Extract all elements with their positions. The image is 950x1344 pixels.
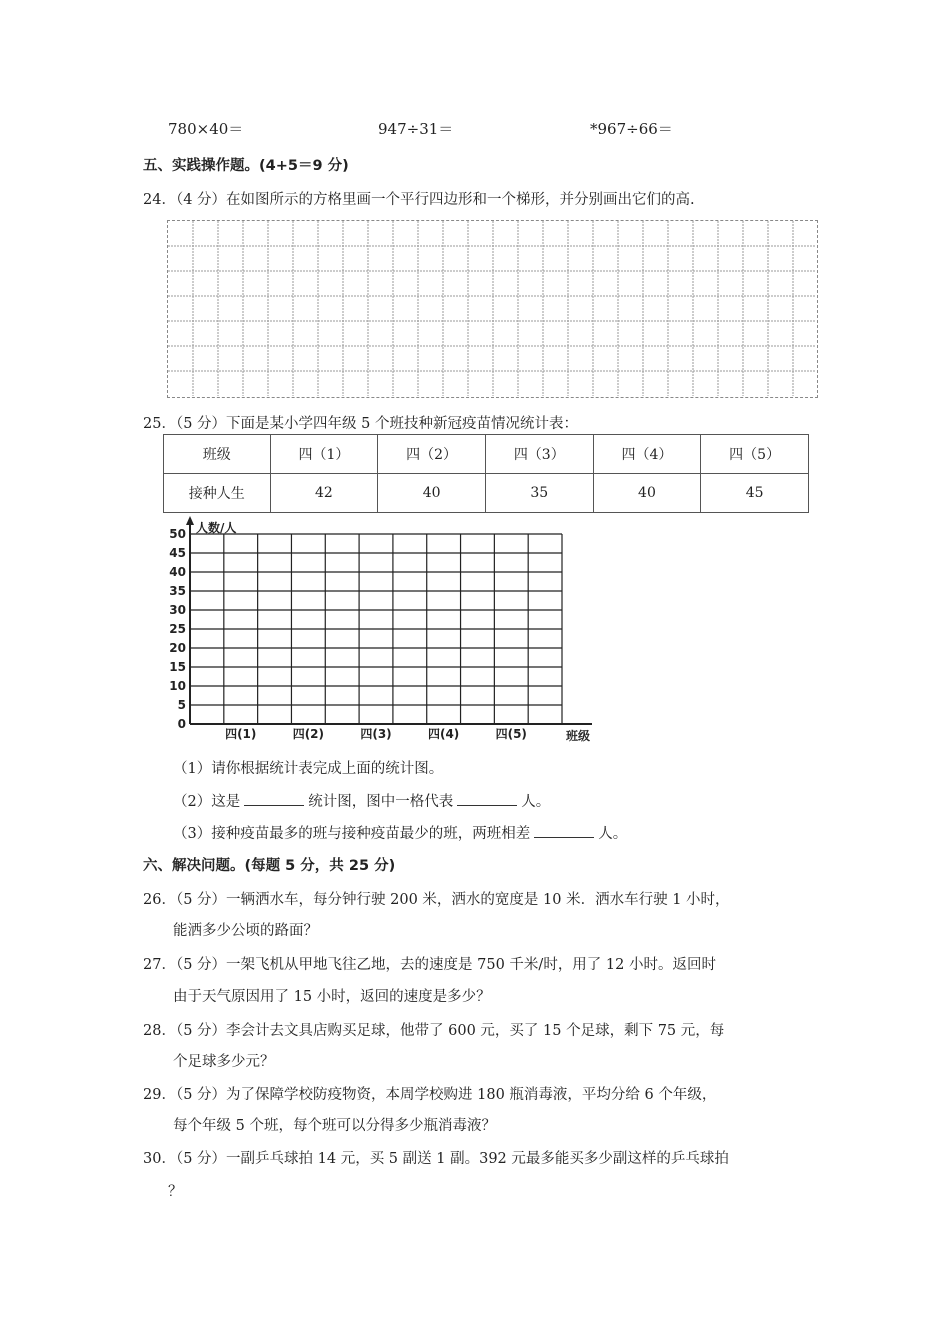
question-30-cont: ？ xyxy=(168,1184,183,1200)
table-cell: 班级 xyxy=(164,435,271,474)
section6-title: 六、解决问题。(每题 5 分，共 25 分) xyxy=(143,858,396,874)
question-26: 26．（5 分）一辆洒水车，每分钟行驶 200 米，洒水的宽度是 10 米．洒水车行驶 1 小时， xyxy=(143,892,730,908)
y-axis-arrow-icon xyxy=(186,516,194,525)
calc-item: 947÷31＝ xyxy=(378,120,454,138)
calc-item: 780×40＝ xyxy=(168,120,244,138)
sub-question-2-text: 统计图，图中一格代表 xyxy=(308,794,454,810)
grid-lines xyxy=(168,221,816,396)
answer-blank[interactable] xyxy=(457,791,517,806)
question-29-cont: 每个年级 5 个班，每个班可以分得多少瓶消毒液？ xyxy=(173,1118,496,1134)
x-tick-label: 四(2) xyxy=(292,727,325,741)
section5-title: 五、实践操作题。(4+5＝9 分) xyxy=(143,158,349,174)
answer-blank[interactable] xyxy=(534,823,594,838)
question-28: 28．（5 分）李会计去文具店购买足球，他带了 600 元，买了 15 个足球，剩下 75 元，每 xyxy=(143,1023,725,1039)
y-tick-label: 50 xyxy=(169,527,186,541)
y-axis-label: 人数/人 xyxy=(196,521,237,535)
y-tick-label: 20 xyxy=(169,641,186,655)
table-header-row xyxy=(164,435,809,474)
y-tick-label: 30 xyxy=(169,603,186,617)
drawing-grid[interactable] xyxy=(167,220,818,398)
table-cell: 四（5） xyxy=(701,435,809,474)
sub-question-1: （1）请你根据统计表完成上面的统计图。 xyxy=(173,761,444,777)
y-tick-label: 10 xyxy=(169,679,186,693)
table-cell: 45 xyxy=(701,474,809,513)
table-cell: 40 xyxy=(378,474,486,513)
y-tick-label: 15 xyxy=(169,660,186,674)
sub-question-3 xyxy=(173,822,627,843)
question-28-cont: 个足球多少元？ xyxy=(173,1054,275,1070)
question-29: 29．（5 分）为了保障学校防疫物资，本周学校购进 180 瓶消毒液，平均分给 6 个年级， xyxy=(143,1087,717,1103)
table-cell: 接种人生 xyxy=(164,474,271,513)
question-26-cont: 能洒多少公顷的路面？ xyxy=(173,923,318,939)
x-tick-label: 四(5) xyxy=(495,727,527,741)
sub-question-2-text: （2）这是 xyxy=(173,794,241,810)
x-tick-labels xyxy=(225,727,527,741)
x-axis-label: 班级 xyxy=(566,729,591,743)
sub-question-3-text: 人。 xyxy=(598,826,628,842)
table-cell: 40 xyxy=(593,474,701,513)
table-cell: 35 xyxy=(485,474,593,513)
y-tick-label: 45 xyxy=(169,546,186,560)
sub-question-2 xyxy=(173,790,550,811)
x-tick-label: 四(1) xyxy=(225,727,257,741)
table-cell: 四（1） xyxy=(270,435,378,474)
table-cell: 四（3） xyxy=(485,435,593,474)
bar-chart[interactable] xyxy=(160,516,600,744)
y-tick-label: 0 xyxy=(177,717,186,731)
question-24: 24．（4 分）在如图所示的方格里画一个平行四边形和一个梯形，并分别画出它们的高. xyxy=(143,192,695,208)
chart-grid xyxy=(190,534,562,724)
x-tick-label: 四(4) xyxy=(427,727,460,741)
vaccine-table xyxy=(163,434,809,513)
table-cell: 四（4） xyxy=(593,435,701,474)
calc-item: *967÷66＝ xyxy=(590,120,673,138)
answer-blank[interactable] xyxy=(244,791,304,806)
y-tick-label: 5 xyxy=(177,698,186,712)
y-tick-label: 40 xyxy=(169,565,186,579)
question-27: 27．（5 分）一架飞机从甲地飞往乙地，去的速度是 750 千米/时，用了 12 小时。返回时 xyxy=(143,957,716,973)
y-tick-labels xyxy=(169,527,186,731)
x-tick-label: 四(3) xyxy=(360,727,392,741)
sub-question-2-text: 人。 xyxy=(521,794,551,810)
table-row xyxy=(164,474,809,513)
chart-axes xyxy=(186,516,592,724)
sub-question-3-text: （3）接种疫苗最多的班与接种疫苗最少的班，两班相差 xyxy=(173,826,531,842)
table-cell: 四（2） xyxy=(378,435,486,474)
y-tick-label: 35 xyxy=(169,584,186,598)
y-tick-label: 25 xyxy=(169,622,186,636)
question-25: 25．（5 分）下面是某小学四年级 5 个班技种新冠疫苗情况统计表： xyxy=(143,416,578,432)
question-30: 30．（5 分）一副乒乓球拍 14 元，买 5 副送 1 副。392 元最多能买多少副这样的乒乓球拍 xyxy=(143,1151,729,1167)
table-cell: 42 xyxy=(270,474,378,513)
question-27-cont: 由于天气原因用了 15 小时，返回的速度是多少？ xyxy=(173,989,491,1005)
